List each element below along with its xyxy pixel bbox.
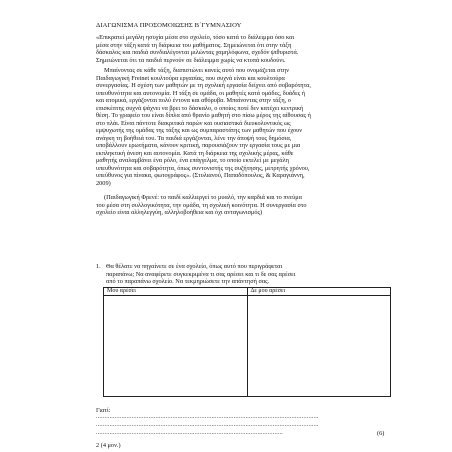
paragraph2-line: 2009)	[96, 179, 111, 187]
answer-dotted-line[interactable]: ..............................................................................................................	[96, 430, 283, 436]
paragraph2-line: στο πλάι. Είναι πάντοτε διακριτικά παρών και ουσιαστικά διευκολυντικός ως	[96, 119, 291, 127]
answer-dotted-line[interactable]: ...................................................................................................................................	[96, 414, 319, 420]
why-label: Γιατί:	[96, 407, 111, 414]
question1-line: παραπάνω; Να αναφέρετε συγκεκριμένα τι σας αρέσει και τι δε σας αρέσει	[106, 270, 296, 278]
paragraph2-line: ανάγκη τη βοήθειά του. Τα παιδιά εργάζονται, λένε την άποψή τους δημόσια,	[96, 134, 292, 142]
paragraph2-line: εμψυχωτής της ομάδας της τάξης και ως συμπαραστάτης των μαθητών που έχουν	[96, 127, 303, 134]
paragraph2-line: επισκέπτης συχνά ψάχνει να βρει το δάσκαλο, ο οποίος ποτέ δεν κατέχει κεντρική	[96, 104, 304, 112]
likes-dislikes-table	[103, 287, 391, 397]
question1-line: από το παραπάνω σχολείο. Να τεκμηριώσετε την απάντησή σας.	[106, 278, 270, 285]
dislikes-answer-cell[interactable]	[247, 296, 391, 397]
paragraph2-line: και ατομικά, εργάζονται πολύ έντονα και αθόρυβα. Μπαίνοντας στην τάξη, ο	[96, 97, 291, 104]
paragraph2-line: υπευθυνότητα και αυτονομία. Η τάξη σε ομάδα, οι μαθητές κατά ομάδες, δυάδες ή	[96, 89, 306, 97]
paragraph2-line: υπεύθυνος για πίνακα, φωτογράφος». (Στυλιανού, Παπαδόπουλος, & Καραγιάννη,	[96, 172, 305, 179]
dislikes-column-header: Δε μου αρέσει	[247, 288, 391, 296]
paragraph2-line: θέση. Το γραφείο του είναι δίπλα από θρανίο μαθητή στο πίσω μέρος της αίθουσας ή	[96, 112, 311, 119]
paragraph2-line: υποβάλλουν ερωτήματα, κάνουν κριτική, παρουσιάζουν την εργασία τους με μια	[96, 142, 301, 149]
paragraph1-line: «Επικρατεί μεγάλη ησυχία μέσα στο σχολείο, τόσο κατά το διάλειμμα όσο και	[96, 34, 295, 41]
question2-label: 2 (4 μον.)	[96, 442, 121, 449]
paragraph1-line: δάσκαλος και παιδιά συνδιαλέγονται μιλώντας χαμηλόφωνα, σχεδόν ψιθυριστά.	[96, 49, 299, 56]
question1-line: Θα θέλατε να πηγαίνετε σε ένα σχολείο, όπως αυτό που περιγράφεται	[106, 263, 283, 270]
question1-number: 1.	[96, 263, 101, 270]
page-title: ΔΙΑΓΩΝΙΣΜΑ ΠΡΟΣΟΜΟΙΩΣΗΣ Β΄ΓΥΜΝΑΣΙΟΥ	[96, 22, 242, 29]
paragraph2-line: εκπληκτική άνεση και αυτονομία. Κατά τη διάρκεια της σχολικής μέρας, κάθε	[96, 149, 294, 157]
paragraph3-line: του μέσα στη συλλογικότητα, την ομάδα, τη σχολική κοινότητα. Η συνεργασία στο	[96, 201, 307, 209]
paragraph3-line: (Παιδαγωγική Φρενέ: το παιδί καλλιεργεί το μυαλό, την καρδιά και το πνεύμα	[104, 194, 302, 201]
paragraph2-line: μαθητής αναλαμβάνει ένα ρόλο, ένα επάγγελμα, το οποίο εκτελεί με μεγάλη	[96, 157, 289, 164]
paragraph2-line: συνεργασίας. Η σχέση των μαθητών με τη σχολική εργασία δείχνει από σοβαρότητα,	[96, 82, 312, 89]
paragraph3-line: σχολείο είναι αλληλεγγύη, αλληλοβοήθεια και όχι ανταγωνισμός)	[96, 209, 263, 216]
paragraph2-line: υπευθυνότητα και σοβαρότητα, όπως συντονιστής της συζήτησης, μετρητής χρόνου,	[96, 164, 310, 172]
paragraph2-line: Παιδαγωγική Freinet κουλτούρα εργασίας, που συχνά είναι και κουλτούρα	[96, 74, 285, 82]
answer-dotted-line[interactable]: ...................................................................................................................................	[96, 422, 319, 428]
points-label: (6)	[377, 430, 385, 437]
likes-column-header: Μου αρέσει	[104, 288, 248, 296]
paragraph1-line: Σημειώνεται ότι τα παιδιά περνούν σε διάλειμμα χωρίς να κτυπά κουδούνι.	[96, 56, 286, 64]
paragraph2-line: Μπαίνοντας σε κάθε τάξη, διαπιστώνει κανείς αυτό που ονομάζεται στην	[104, 67, 290, 74]
paragraph1-line: μέσα στην τάξη κατά τη διάρκεια του μαθήματος. Σημειώνεται ότι στην τάξη	[96, 41, 292, 49]
likes-answer-cell[interactable]	[104, 296, 248, 397]
